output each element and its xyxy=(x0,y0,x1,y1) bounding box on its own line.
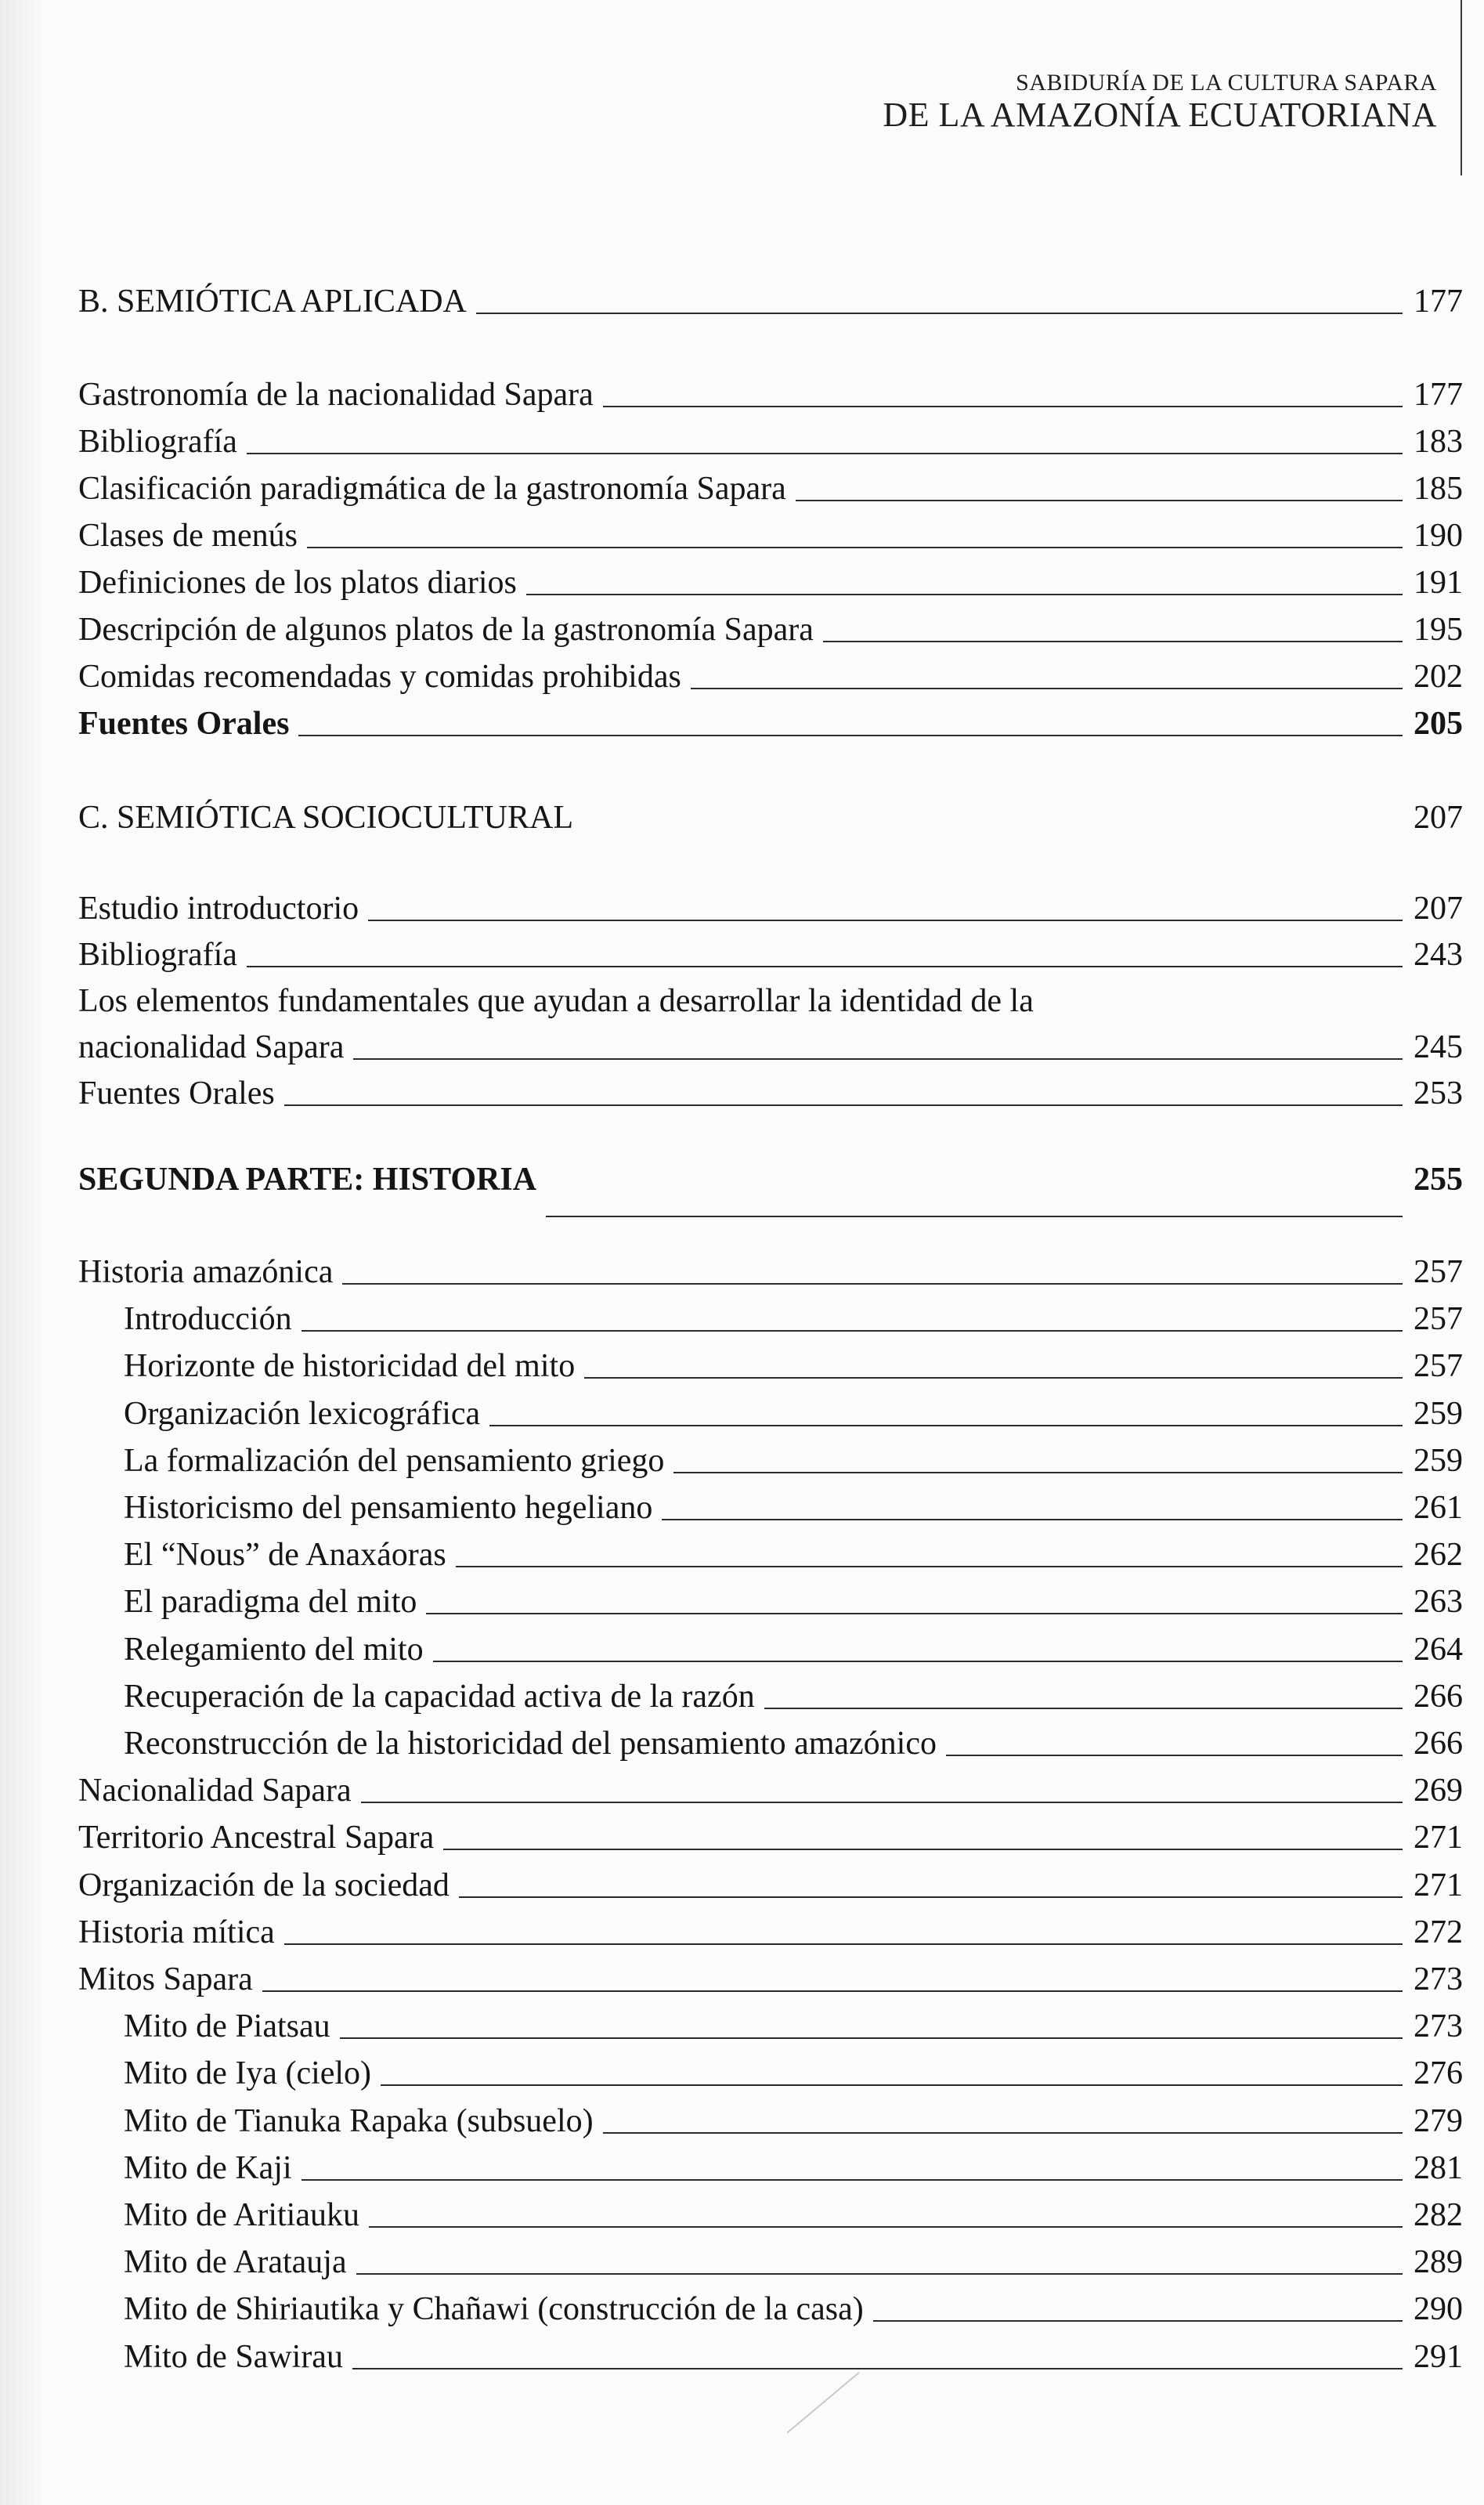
toc-page-number: 261 xyxy=(1414,1490,1463,1526)
toc-leader-line xyxy=(526,594,1403,595)
toc-leader-line xyxy=(456,1566,1403,1567)
toc-leader-line xyxy=(307,547,1403,548)
toc-leader-line xyxy=(262,1990,1403,1992)
toc-leader-line xyxy=(352,2368,1403,2369)
toc-entry[interactable] xyxy=(78,606,1463,653)
scan-mark xyxy=(786,2372,859,2434)
toc-leader-line xyxy=(823,641,1403,642)
toc-entry[interactable] xyxy=(78,1673,1463,1720)
toc-entry[interactable] xyxy=(78,1437,1463,1484)
toc-page-number: 273 xyxy=(1414,2008,1463,2044)
toc-entry-title: Mito de Kaji xyxy=(124,2150,292,2186)
toc-page-number: 273 xyxy=(1414,1961,1463,1997)
toc-entry-title: Gastronomía de la nacionalidad Sapara xyxy=(78,377,594,413)
toc-page-number: 271 xyxy=(1414,1867,1463,1903)
toc-entry[interactable] xyxy=(78,978,1463,1025)
toc-page-number: 185 xyxy=(1414,471,1463,507)
toc-entry[interactable] xyxy=(78,2192,1463,2239)
toc-entry[interactable] xyxy=(78,2333,1463,2380)
toc-page-number: 255 xyxy=(1414,1162,1463,1198)
toc-entry-title: Recuperación de la capacidad activa de la razón xyxy=(124,1679,755,1715)
toc-page-number: 257 xyxy=(1414,1301,1463,1337)
toc-entry-title: Mito de Piatsau xyxy=(124,2008,330,2044)
toc-section-heading[interactable] xyxy=(78,1156,1463,1203)
toc-entry-title: El “Nous” de Anaxáoras xyxy=(124,1537,446,1573)
toc-entry[interactable] xyxy=(78,1626,1463,1673)
toc-entry-title: Definiciones de los platos diarios xyxy=(78,565,517,601)
toc-entry-title: Territorio Ancestral Sapara xyxy=(78,1820,435,1856)
toc-entry-title: Mito de Iya (cielo) xyxy=(124,2055,372,2091)
toc-page-number: 202 xyxy=(1414,659,1463,695)
toc-entry-title: Mito de Sawirau xyxy=(124,2339,343,2375)
toc-page-number: 207 xyxy=(1414,800,1463,836)
toc-page-number: 195 xyxy=(1414,612,1463,648)
book-title-line-1: SABIDURÍA DE LA CULTURA SAPARA xyxy=(1016,70,1437,96)
toc-entry-title: Relegamiento del mito xyxy=(124,1632,424,1668)
toc-entry-title: Mito de Aritiauku xyxy=(124,2197,359,2233)
toc-entry[interactable] xyxy=(78,1720,1463,1767)
toc-leader-line xyxy=(356,2273,1403,2275)
toc-entry[interactable] xyxy=(78,2098,1463,2145)
toc-entry-title: El paradigma del mito xyxy=(124,1584,417,1620)
toc-entry-title: Reconstrucción de la historicidad del pensamiento amazónico xyxy=(124,1726,937,1762)
toc-leader-line xyxy=(301,2179,1403,2181)
toc-entry[interactable] xyxy=(78,1343,1463,1390)
toc-entry[interactable] xyxy=(78,2050,1463,2097)
toc-entry[interactable] xyxy=(78,1814,1463,1861)
toc-leader-line xyxy=(946,1755,1403,1756)
toc-entry[interactable] xyxy=(78,1767,1463,1814)
toc-page-number: 177 xyxy=(1414,284,1463,320)
toc-page-number: 243 xyxy=(1414,937,1463,973)
toc-leader-line xyxy=(443,1849,1403,1850)
toc-entry[interactable] xyxy=(78,1390,1463,1437)
toc-page-number: 259 xyxy=(1414,1396,1463,1432)
toc-leader-line xyxy=(764,1708,1403,1709)
toc-leader-line xyxy=(381,2084,1403,2086)
toc-leader-line xyxy=(673,1472,1403,1473)
toc-entry-title: Organización lexicográfica xyxy=(124,1396,481,1432)
toc-leader-line xyxy=(476,313,1403,314)
toc-page-number: 264 xyxy=(1414,1632,1463,1668)
toc-entry[interactable] xyxy=(78,1531,1463,1578)
toc-leader-line xyxy=(368,920,1403,921)
toc-leader-line xyxy=(284,1104,1403,1106)
toc-page-number: 262 xyxy=(1414,1537,1463,1573)
toc-page-number: 191 xyxy=(1414,565,1463,601)
toc-entry-title: Historicismo del pensamiento hegeliano xyxy=(124,1490,653,1526)
toc-leader-line xyxy=(433,1661,1403,1662)
toc-entry[interactable] xyxy=(78,1024,1463,1071)
toc-page-number: 245 xyxy=(1414,1029,1463,1065)
toc-entry[interactable] xyxy=(78,371,1463,418)
toc-entry[interactable] xyxy=(78,1862,1463,1909)
toc-page-number: 276 xyxy=(1414,2055,1463,2091)
toc-entry-title: Historia amazónica xyxy=(78,1254,334,1290)
toc-entry-title: SEGUNDA PARTE: HISTORIA xyxy=(78,1162,537,1198)
toc-entry-title: Comidas recomendadas y comidas prohibidas xyxy=(78,659,681,695)
toc-page-number: 207 xyxy=(1414,891,1463,927)
toc-entry-title: La formalización del pensamiento griego xyxy=(124,1443,665,1479)
toc-page-number: 290 xyxy=(1414,2291,1463,2327)
toc-leader-line xyxy=(459,1896,1403,1898)
toc-entry-title: Fuentes Orales xyxy=(78,1075,275,1112)
toc-leader-line xyxy=(342,1283,1403,1285)
toc-page-number: 281 xyxy=(1414,2150,1463,2186)
toc-leader-line xyxy=(361,1802,1403,1803)
toc-leader-line xyxy=(353,1058,1403,1060)
page-edge-shadow xyxy=(0,0,47,2505)
toc-leader-line xyxy=(873,2320,1403,2322)
running-head xyxy=(883,69,1437,133)
toc-entry[interactable] xyxy=(78,700,1463,747)
toc-entry-title: Los elementos fundamentales que ayudan a desarrollar la identidad de la xyxy=(78,983,1034,1019)
toc-section-heading[interactable] xyxy=(78,278,1463,325)
toc-page-number: 253 xyxy=(1414,1075,1463,1112)
toc-page-number: 282 xyxy=(1414,2197,1463,2233)
toc-leader-line xyxy=(546,1216,1403,1217)
toc-page-number: 190 xyxy=(1414,518,1463,554)
toc-entry[interactable] xyxy=(78,2003,1463,2050)
toc-leader-line xyxy=(583,829,1403,830)
toc-entry-title: Introducción xyxy=(124,1301,292,1337)
toc-page-number: 266 xyxy=(1414,1679,1463,1715)
toc-page-number: 257 xyxy=(1414,1254,1463,1290)
toc-page-number: 291 xyxy=(1414,2339,1463,2375)
toc-entry[interactable] xyxy=(78,1070,1463,1117)
toc-entry[interactable] xyxy=(78,1909,1463,1956)
toc-entry[interactable] xyxy=(78,559,1463,606)
toc-entry-title: Mito de Shiriautika y Chañawi (construcción de la casa) xyxy=(124,2291,864,2327)
toc-entry[interactable] xyxy=(78,512,1463,559)
toc-entry-title: Mito de Aratauja xyxy=(124,2244,347,2280)
toc-leader-line xyxy=(691,688,1403,689)
toc-leader-line xyxy=(284,1943,1403,1945)
toc-entry[interactable] xyxy=(78,1296,1463,1343)
toc-page-number: 177 xyxy=(1414,377,1463,413)
toc-entry-title: B. SEMIÓTICA APLICADA xyxy=(78,284,467,320)
toc-entry-title: nacionalidad Sapara xyxy=(78,1029,345,1065)
toc-page-number: 279 xyxy=(1414,2103,1463,2139)
toc-entry-title: Mitos Sapara xyxy=(78,1961,253,1997)
toc-leader-line xyxy=(301,1330,1403,1332)
toc-page-number: 259 xyxy=(1414,1443,1463,1479)
toc-page-number: 271 xyxy=(1414,1820,1463,1856)
toc-entry[interactable] xyxy=(78,418,1463,465)
toc-entry[interactable] xyxy=(78,2239,1463,2286)
toc-leader-line xyxy=(584,1377,1403,1379)
toc-entry-title: C. SEMIÓTICA SOCIOCULTURAL xyxy=(78,800,574,836)
toc-entry[interactable] xyxy=(78,2145,1463,2192)
toc-entry[interactable] xyxy=(78,885,1463,932)
toc-entry-title: Bibliografía xyxy=(78,424,237,460)
toc-leader-line xyxy=(603,406,1403,407)
toc-leader-line xyxy=(247,966,1403,967)
toc-leader-line xyxy=(247,453,1403,454)
toc-page-number: 269 xyxy=(1414,1773,1463,1809)
toc-page-number: 263 xyxy=(1414,1584,1463,1620)
toc-leader-line xyxy=(489,1425,1403,1426)
toc-page-number: 272 xyxy=(1414,1914,1463,1950)
toc-page-number: 257 xyxy=(1414,1348,1463,1384)
toc-leader-line xyxy=(369,2226,1403,2228)
toc-leader-line xyxy=(340,2037,1403,2039)
toc-entry[interactable] xyxy=(78,931,1463,978)
toc-entry[interactable] xyxy=(78,653,1463,700)
toc-leader-line xyxy=(796,500,1403,501)
toc-page-number: 183 xyxy=(1414,424,1463,460)
toc-entry[interactable] xyxy=(78,1249,1463,1296)
toc-leader-line xyxy=(426,1613,1403,1614)
toc-entry[interactable] xyxy=(78,1578,1463,1625)
toc-entry-title: Horizonte de historicidad del mito xyxy=(124,1348,576,1384)
toc-leader-line xyxy=(603,2132,1403,2134)
toc-entry-title: Clases de menús xyxy=(78,518,298,554)
toc-entry-title: Organización de la sociedad xyxy=(78,1867,450,1903)
header-vertical-rule xyxy=(1461,0,1462,175)
toc-section-heading[interactable] xyxy=(78,794,1463,841)
book-title-line-2: DE LA AMAZONÍA ECUATORIANA xyxy=(883,96,1437,134)
toc-entry-title: Descripción de algunos platos de la gastronomía Sapara xyxy=(78,612,814,648)
toc-leader-line xyxy=(662,1519,1403,1520)
toc-entry-title: Fuentes Orales xyxy=(78,706,290,742)
toc-leader-line xyxy=(1043,1012,1452,1014)
toc-entry-title: Estudio introductorio xyxy=(78,891,359,927)
toc-entry-title: Bibliografía xyxy=(78,937,237,973)
toc-entry-title: Historia mítica xyxy=(78,1914,275,1950)
toc-page-number: 205 xyxy=(1414,706,1463,742)
toc-entry[interactable] xyxy=(78,2286,1463,2333)
toc-entry-title: Nacionalidad Sapara xyxy=(78,1773,352,1809)
toc-leader-line xyxy=(298,735,1403,736)
toc-entry[interactable] xyxy=(78,465,1463,512)
toc-entry-title: Mito de Tianuka Rapaka (subsuelo) xyxy=(124,2103,594,2139)
toc-entry-title: Clasificación paradigmática de la gastronomía Sapara xyxy=(78,471,786,507)
toc-page-number: 266 xyxy=(1414,1726,1463,1762)
toc-entry[interactable] xyxy=(78,1956,1463,2003)
toc-page-number: 289 xyxy=(1414,2244,1463,2280)
toc-entry[interactable] xyxy=(78,1484,1463,1531)
